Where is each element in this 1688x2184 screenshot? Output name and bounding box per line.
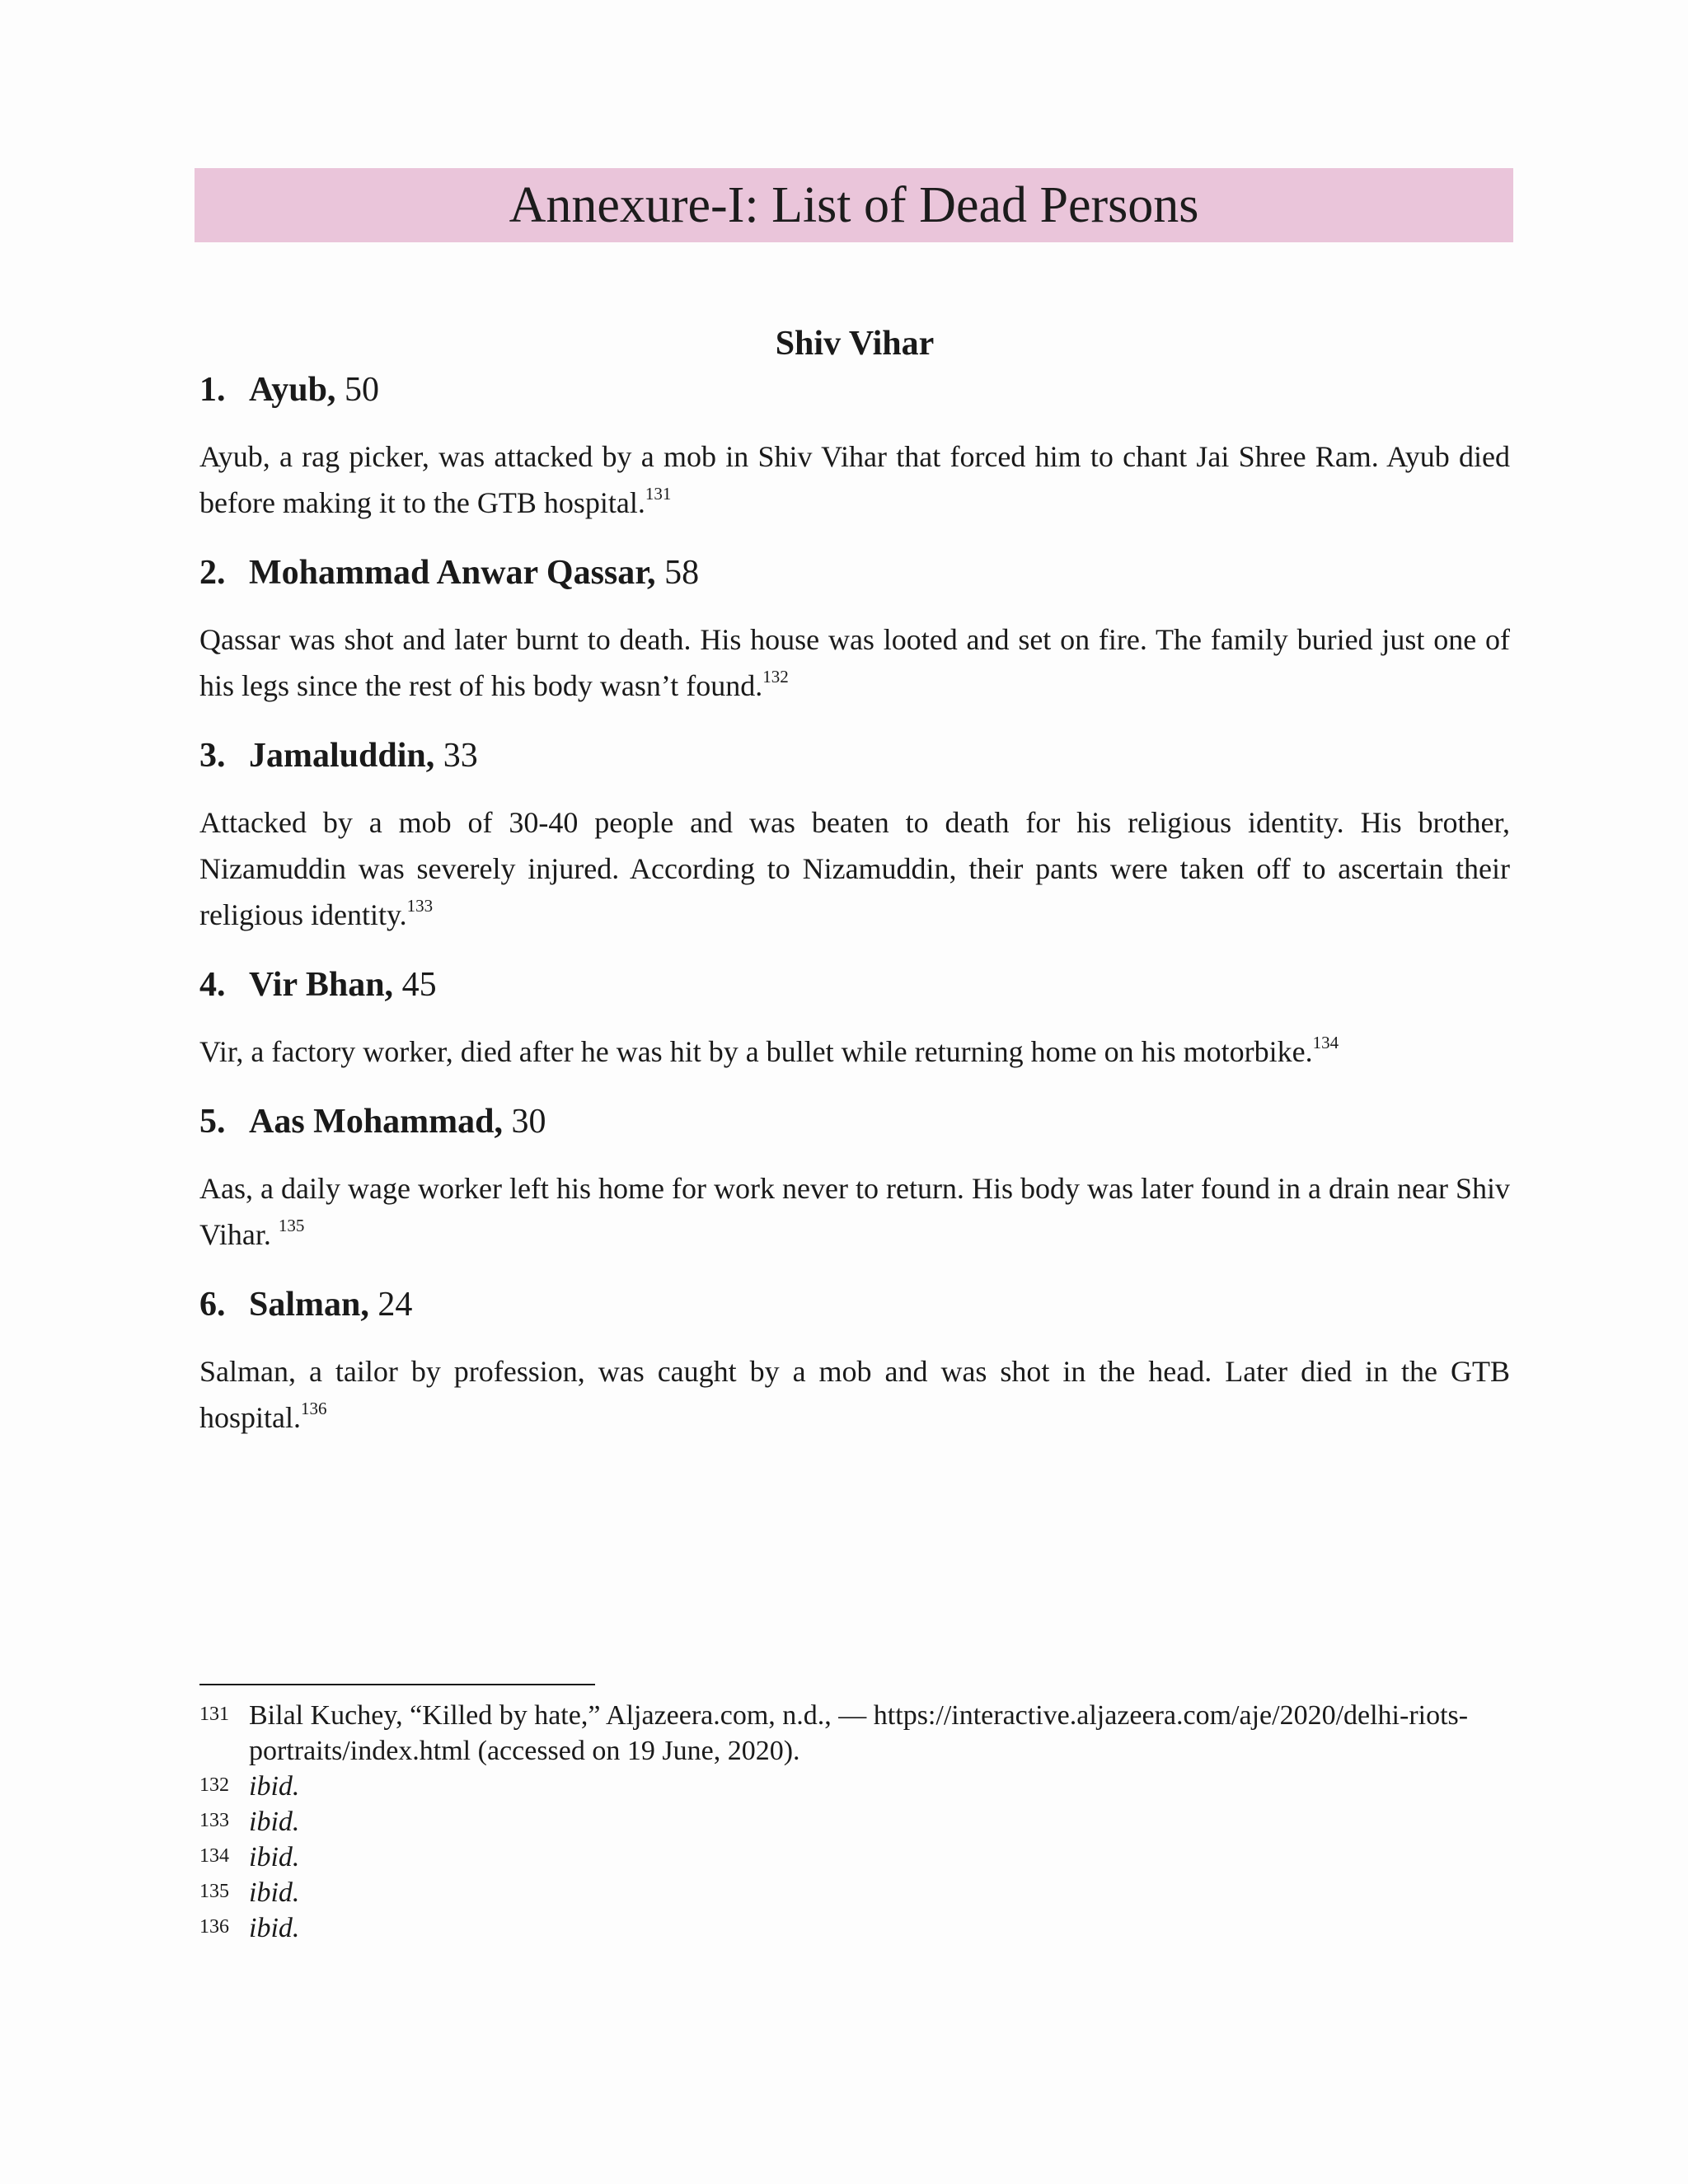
entry-description xyxy=(199,1165,1510,1258)
entry-number: 5. xyxy=(199,1103,226,1141)
entry-item xyxy=(199,368,1510,526)
entry-age: 24 xyxy=(377,1286,413,1324)
entry-text: Aas, a daily wage worker left his home for work never to return. His body was later found in a drain near Shiv Vihar. xyxy=(199,1172,1510,1251)
entry-name: Aas Mohammad, xyxy=(249,1103,504,1141)
entry-description xyxy=(199,799,1510,938)
footnote-item xyxy=(199,1698,1510,1769)
entry-age: 50 xyxy=(344,371,379,409)
entry-age: 58 xyxy=(664,554,700,592)
title-banner xyxy=(195,168,1513,242)
footnote-text: ibid. xyxy=(249,1913,300,1943)
entry-age: 30 xyxy=(511,1103,546,1141)
footnote-text: ibid. xyxy=(249,1771,300,1802)
entry-heading xyxy=(199,963,1510,1007)
entry-heading xyxy=(199,551,1510,595)
footnote-number: 136 xyxy=(199,1916,229,1938)
entry-text: Qassar was shot and later burnt to death. His house was looted and set on fire. The family buried just one of his legs since the rest of his body wasn’t found. xyxy=(199,623,1510,702)
footnote-ref: 135 xyxy=(278,1216,305,1235)
footnote-text: Bilal Kuchey, “Killed by hate,” Aljazeera.com, n.d., — https://interactive.aljazeera.com/aje/2020/delhi-riots-portraits/index.html (accessed on 19 June, 2020). xyxy=(249,1700,1469,1766)
page-title: Annexure-I: List of Dead Persons xyxy=(509,177,1199,233)
entry-item xyxy=(199,551,1510,709)
entry-description xyxy=(199,1029,1510,1075)
footnote-number: 134 xyxy=(199,1845,229,1867)
footnote-item xyxy=(199,1804,1510,1840)
entry-text: Vir, a factory worker, died after he was hit by a bullet while returning home on his motorbike. xyxy=(199,1035,1313,1068)
entry-age: 45 xyxy=(401,966,437,1004)
footnote-number: 133 xyxy=(199,1810,229,1831)
entry-heading xyxy=(199,1099,1510,1144)
footnote-text: ibid. xyxy=(249,1877,300,1908)
footnote-ref: 134 xyxy=(1312,1033,1339,1052)
footnote-ref: 131 xyxy=(645,484,672,504)
entry-item xyxy=(199,1099,1510,1258)
main-content xyxy=(199,323,1510,1441)
entry-name: Salman, xyxy=(249,1286,369,1324)
entry-text: Salman, a tailor by profession, was caught by a mob and was shot in the head. Later died in the GTB hospital. xyxy=(199,1355,1510,1434)
entry-age: 33 xyxy=(443,737,478,775)
footnote-ref: 133 xyxy=(406,896,434,916)
footnote-number: 132 xyxy=(199,1774,229,1796)
entry-number: 3. xyxy=(199,737,226,775)
footnote-number: 131 xyxy=(199,1704,229,1725)
footnote-ref: 136 xyxy=(301,1399,327,1418)
entry-description xyxy=(199,434,1510,526)
entry-description xyxy=(199,1348,1510,1441)
footnote-text: ibid. xyxy=(249,1807,300,1837)
footnote-item xyxy=(199,1769,1510,1804)
entry-name: Jamaluddin, xyxy=(249,737,435,775)
entry-description xyxy=(199,616,1510,709)
entry-name: Ayub, xyxy=(249,371,336,409)
entry-heading xyxy=(199,368,1510,412)
entry-number: 6. xyxy=(199,1286,226,1324)
footnote-item xyxy=(199,1840,1510,1875)
entry-heading xyxy=(199,733,1510,778)
entry-text: Ayub, a rag picker, was attacked by a mob in Shiv Vihar that forced him to chant Jai Shree Ram. Ayub died before making it to the GTB hospital. xyxy=(199,440,1510,519)
entry-text: Attacked by a mob of 30-40 people and was beaten to death for his religious identity. His brother, Nizamuddin was severely injured. According to Nizamuddin, their pants were taken off to ascertain their religious identity. xyxy=(199,806,1510,931)
footnote-ref: 132 xyxy=(762,667,789,687)
entry-name: Mohammad Anwar Qassar, xyxy=(249,554,656,592)
footnote-text: ibid. xyxy=(249,1842,300,1872)
entry-number: 2. xyxy=(199,554,226,592)
footnote-item xyxy=(199,1910,1510,1946)
entry-item xyxy=(199,733,1510,938)
section-heading: Shiv Vihar xyxy=(775,325,935,363)
entry-number: 1. xyxy=(199,371,226,409)
footnotes xyxy=(199,1698,1510,1946)
entry-item xyxy=(199,963,1510,1075)
entry-heading xyxy=(199,1282,1510,1327)
footnote-item xyxy=(199,1875,1510,1910)
entry-name: Vir Bhan, xyxy=(249,966,394,1004)
footnote-number: 135 xyxy=(199,1881,229,1902)
entry-number: 4. xyxy=(199,966,226,1004)
entry-item xyxy=(199,1282,1510,1441)
footnote-separator xyxy=(199,1684,595,1685)
